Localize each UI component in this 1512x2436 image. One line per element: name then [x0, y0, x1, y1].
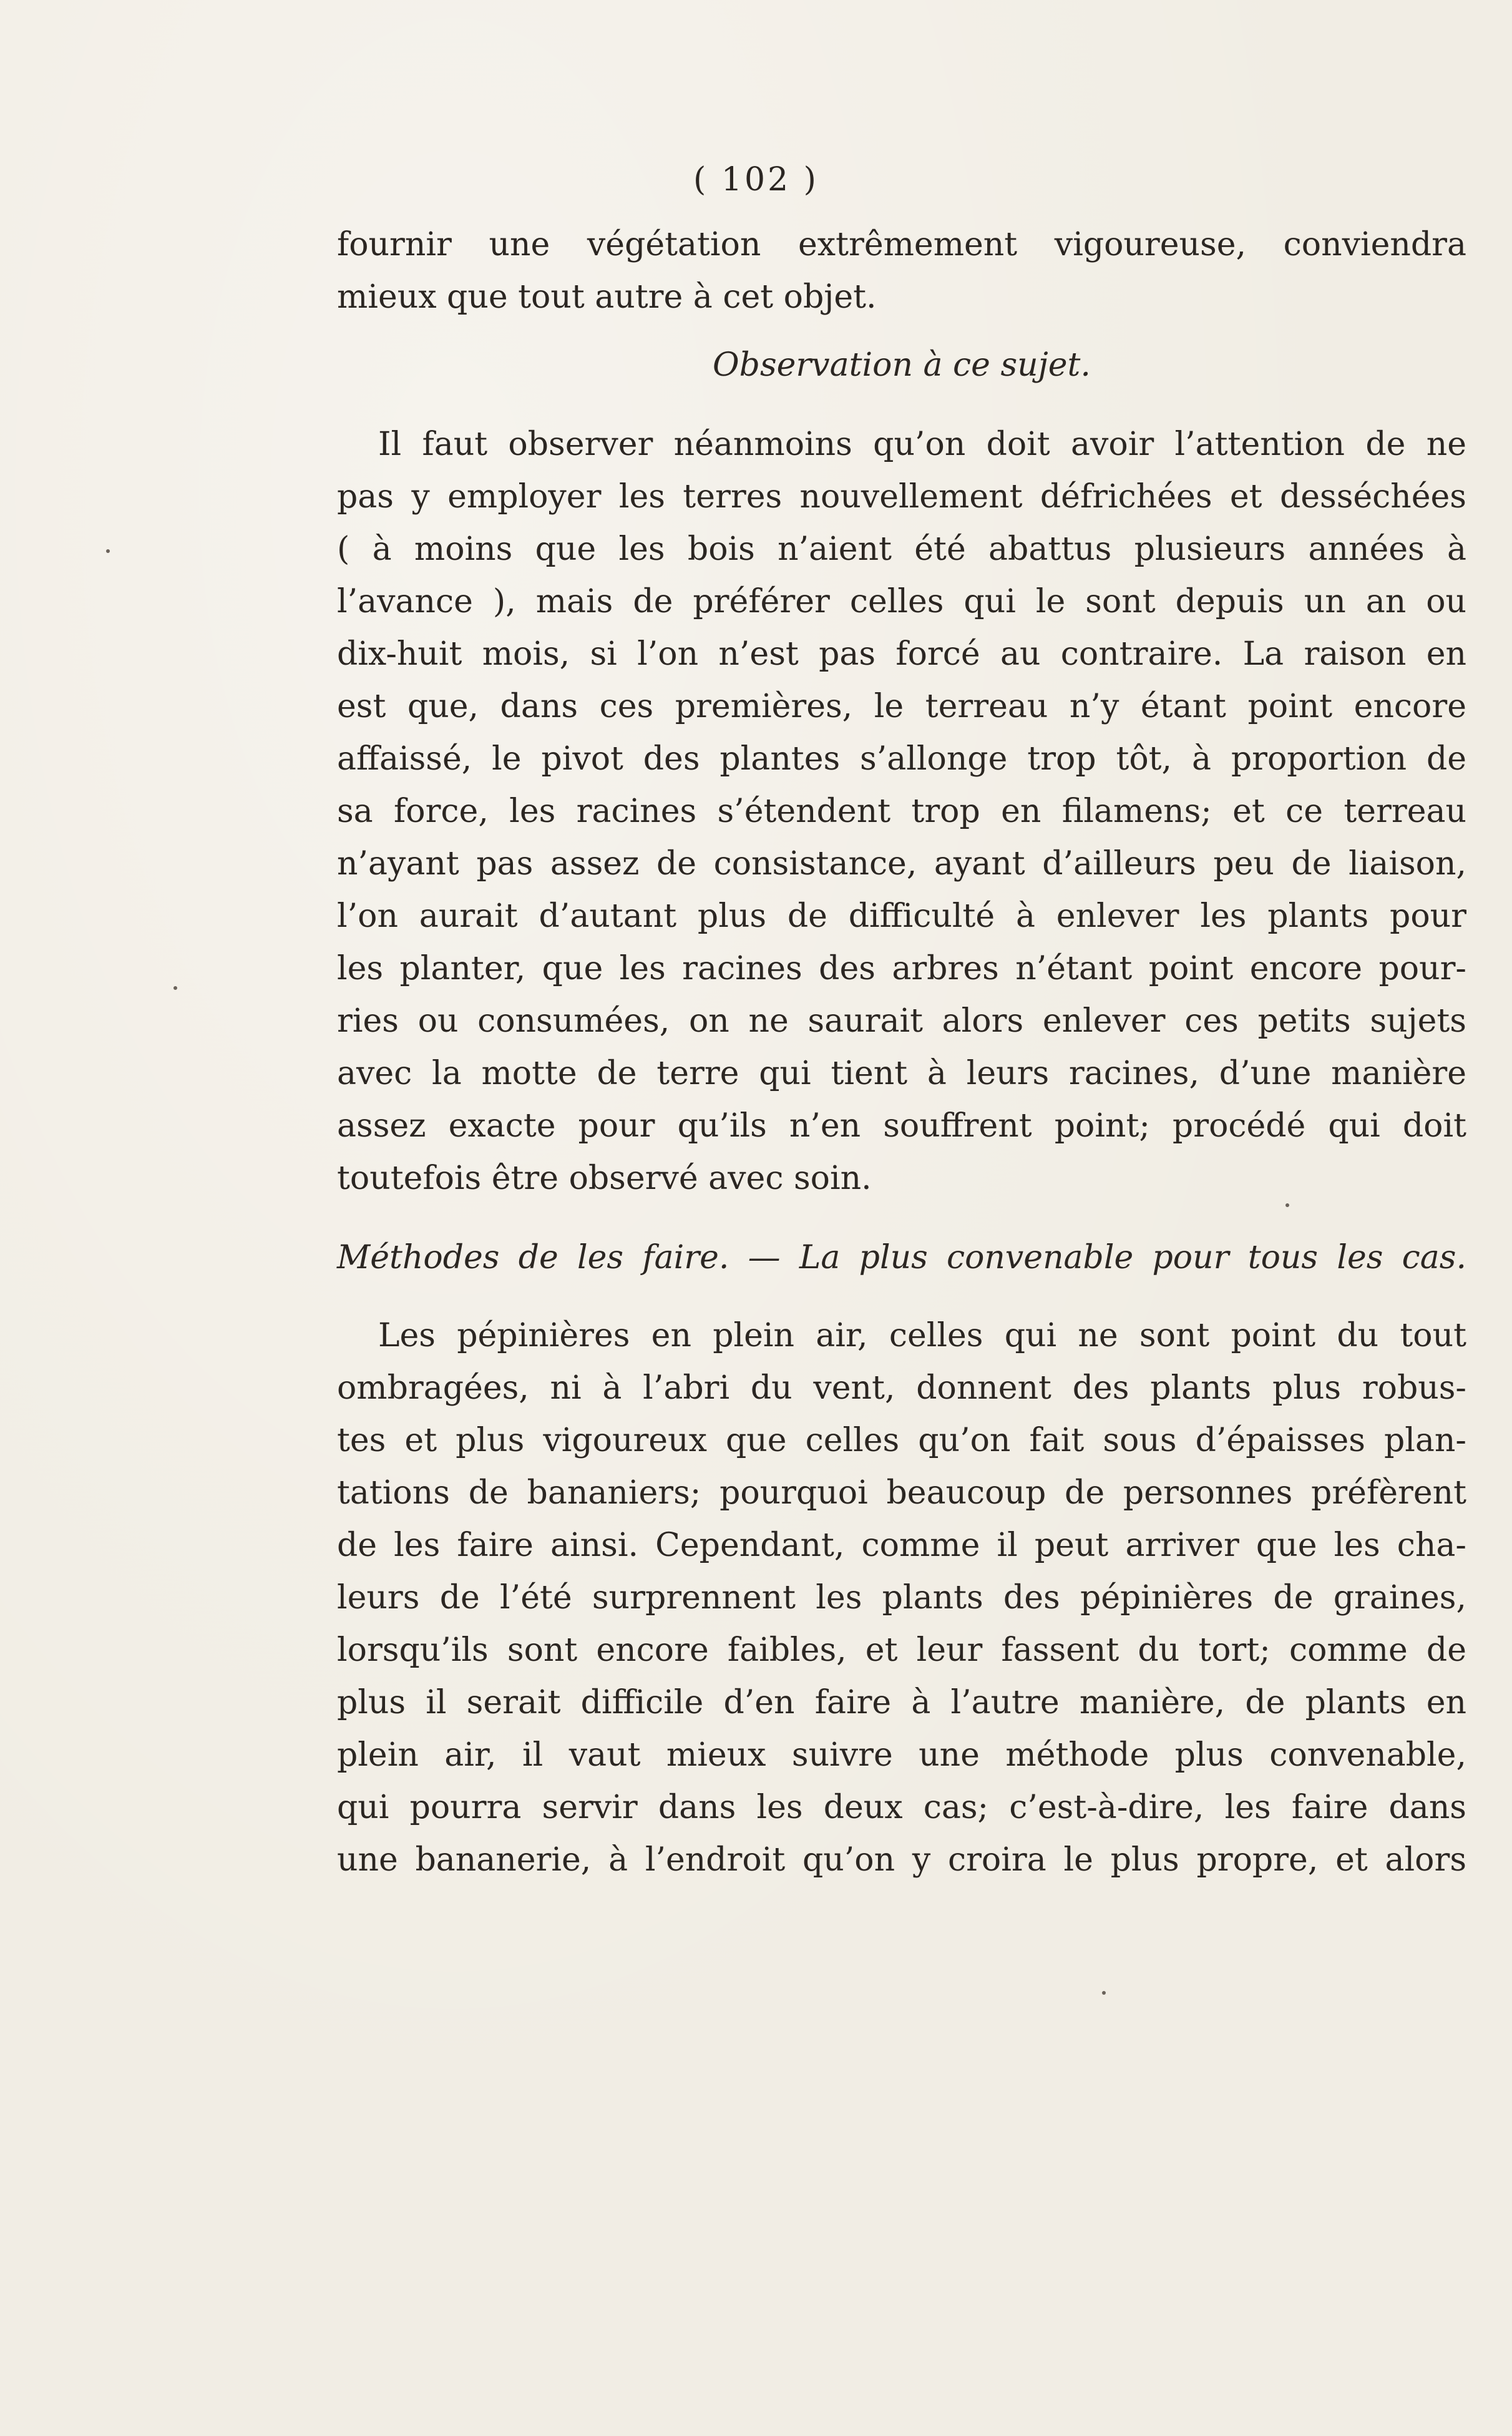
ink-speck: [1102, 1991, 1106, 1995]
text-line: plus il serait difficile d’en faire à l’autre manière, de plants en: [337, 1684, 1466, 1721]
continuation-text: [337, 218, 1466, 323]
text-line: qui pourra servir dans les deux cas; c’est-à-dire, les faire dans: [337, 1789, 1466, 1826]
text-line: dix-huit mois, si l’on n’est pas forcé au contraire. La raison en: [337, 635, 1466, 673]
text-line: ( à moins que les bois n’aient été abattus plusieurs années à: [337, 531, 1466, 568]
text-line: tes et plus vigoureux que celles qu’on fait sous d’épaisses plan-: [337, 1422, 1466, 1459]
paragraph-methods: [337, 1309, 1466, 1886]
section-heading-methods: Méthodes de les faire. — La plus convenable pour tous les cas.: [337, 1239, 1466, 1276]
ink-speck: [173, 986, 177, 990]
text-line: sa force, les racines s’étendent trop en filamens; et ce terreau: [337, 793, 1466, 830]
text-line: assez exacte pour qu’ils n’en souffrent point; procédé qui doit: [337, 1107, 1466, 1145]
text-line: toutefois être observé avec soin.: [337, 1160, 872, 1197]
text-line: fournir une végétation extrêmement vigoureuse, conviendra: [337, 226, 1466, 263]
text-line: de les faire ainsi. Cependant, comme il peut arriver que les cha-: [337, 1527, 1466, 1564]
text-line: Il faut observer néanmoins qu’on doit avoir l’attention de ne: [378, 426, 1466, 463]
page-number: ( 102 ): [693, 161, 819, 198]
text-line: l’avance ), mais de préférer celles qui le sont depuis un an ou: [337, 583, 1466, 620]
text-line: plein air, il vaut mieux suivre une méthode plus convenable,: [337, 1736, 1466, 1774]
text-line: leurs de l’été surprennent les plants des pépinières de graines,: [337, 1579, 1466, 1617]
text-line: est que, dans ces premières, le terreau n’y étant point encore: [337, 688, 1466, 725]
ink-speck: [1285, 1203, 1289, 1207]
text-line: ries ou consumées, on ne saurait alors enlever ces petits sujets: [337, 1002, 1466, 1040]
text-line: pas y employer les terres nouvellement défrichées et desséchées: [337, 478, 1466, 516]
text-line: ombragées, ni à l’abri du vent, donnent des plants plus robus-: [337, 1369, 1466, 1407]
text-line: les planter, que les racines des arbres n’étant point encore pour-: [337, 950, 1466, 987]
text-line: une bananerie, à l’endroit qu’on y croira le plus propre, et alors: [337, 1841, 1466, 1879]
text-line: affaissé, le pivot des plantes s’allonge trop tôt, à proportion de: [337, 740, 1466, 778]
text-line: tations de bananiers; pourquoi beaucoup de personnes préfèrent: [337, 1474, 1466, 1512]
text-line: mieux que tout autre à cet objet.: [337, 278, 877, 316]
text-line: avec la motte de terre qui tient à leurs racines, d’une manière: [337, 1055, 1466, 1092]
paragraph-observation: [337, 418, 1466, 1205]
text-line: n’ayant pas assez de consistance, ayant d’ailleurs peu de liaison,: [337, 845, 1466, 883]
text-line: l’on aurait d’autant plus de difficulté à enlever les plants pour: [337, 898, 1466, 935]
section-heading-observation: Observation à ce sujet.: [713, 346, 1091, 384]
text-line: Les pépinières en plein air, celles qui ne sont point du tout: [378, 1317, 1466, 1354]
ink-speck: [106, 549, 110, 553]
text-line: lorsqu’ils sont encore faibles, et leur fassent du tort; comme de: [337, 1631, 1466, 1669]
